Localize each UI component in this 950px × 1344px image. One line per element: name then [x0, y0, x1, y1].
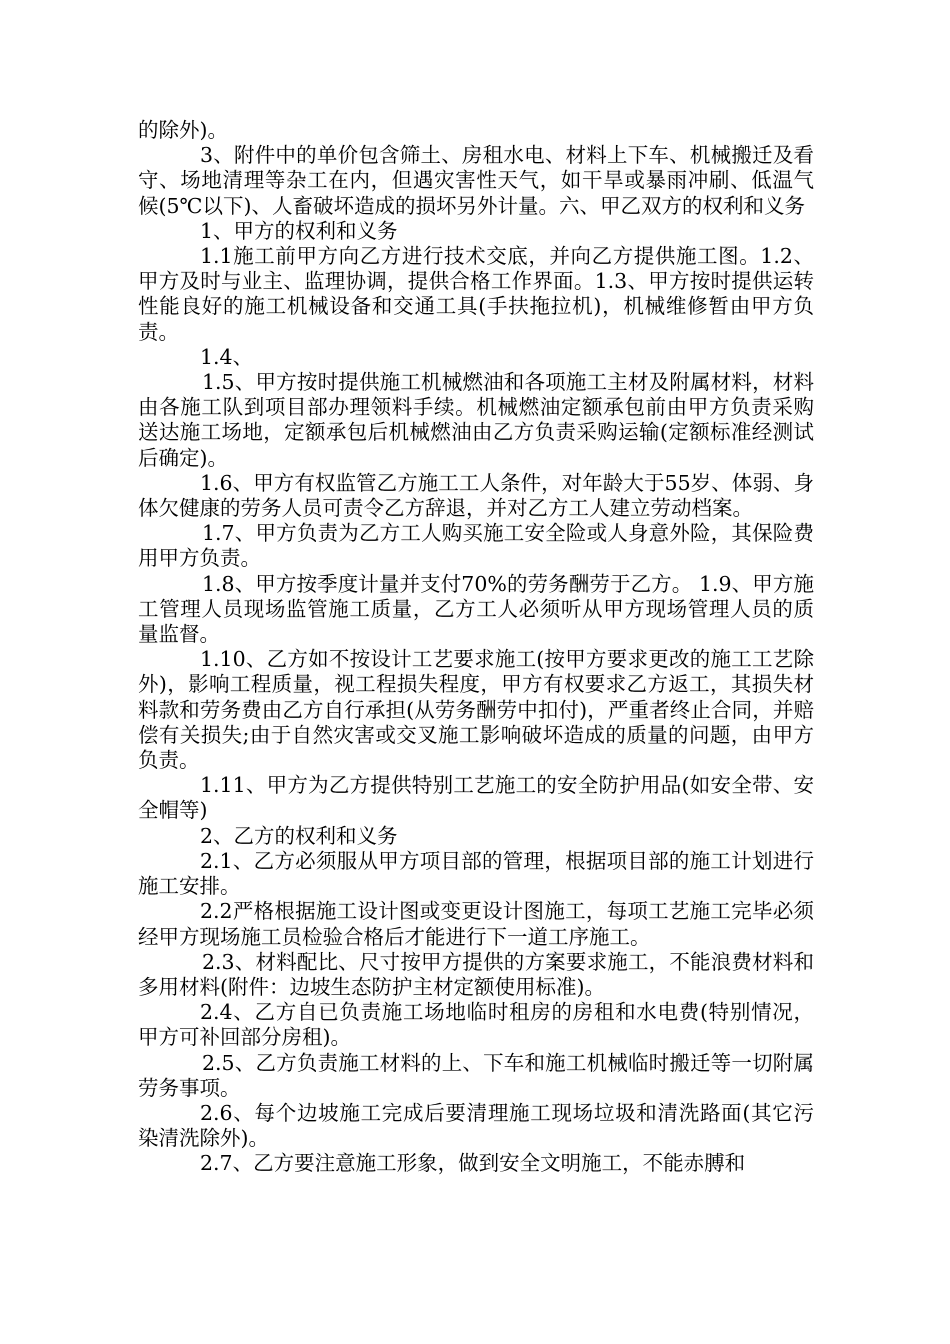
paragraph-1-1: 1.1施工前甲方向乙方进行技术交底，并向乙方提供施工图。1.2、甲方及时与业主、监理协调，提供合格工作界面。1.3、甲方按时提供运转性能良好的施工机械设备和交通工具(手扶拖拉机)，机械维修暂由甲方负责。	[138, 244, 814, 344]
paragraph-1-5: 1.5、甲方按时提供施工机械燃油和各项施工主材及附属材料，材料由各施工队到项目部办理领料手续。机械燃油定额承包前由甲方负责采购送达施工场地，定额承包后机械燃油由乙方负责采购运输(定额标准经测试后确定)。	[138, 370, 814, 470]
paragraph-2-1: 2.1、乙方必须服从甲方项目部的管理，根据项目部的施工计划进行施工安排。	[138, 848, 814, 899]
paragraph-2-4: 2.4、乙方自已负责施工场地临时租房的房租和水电费(特别情况，甲方可补回部分房租)。	[138, 1000, 814, 1050]
paragraph-2-5: 2.5、乙方负责施工材料的上、下车和施工机械临时搬迁等一切附属劳务事项。	[138, 1050, 814, 1100]
section-heading-party-b: 2、乙方的权利和义务	[200, 823, 398, 848]
paragraph-2-2: 2.2严格根据施工设计图或变更设计图施工，每项工艺施工完毕必须经甲方现场施工员检验合格后才能进行下一道工序施工。	[138, 899, 814, 949]
paragraph-1-10: 1.10、乙方如不按设计工艺要求施工(按甲方要求更改的施工工艺除外)，影响工程质量，视工程损失程度，甲方有权要求乙方返工，其损失材料款和劳务费由乙方自行承担(从劳务酬劳中扣付)，严重者终止合同，并赔偿有关损失;由于自然灾害或交叉施工影响破坏造成的质量的问题，由甲方负责。	[138, 647, 814, 773]
paragraph-continuation: 的除外)。	[138, 118, 228, 142]
paragraph-1-8: 1.8、甲方按季度计量并支付70%的劳务酬劳于乙方。 1.9、甲方施工管理人员现场监管施工质量，乙方工人必须听从甲方现场管理人员的质量监督。	[138, 571, 814, 647]
paragraph-1-7: 1.7、甲方负责为乙方工人购买施工安全险或人身意外险，其保险费用甲方负责。	[138, 521, 814, 571]
paragraph-2-3: 2.3、材料配比、尺寸按甲方提供的方案要求施工，不能浪费材料和多用材料(附件：边坡生态防护主材定额使用标准)。	[138, 949, 814, 999]
document-page	[138, 118, 814, 1177]
paragraph-2-6: 2.6、每个边坡施工完成后要清理施工现场垃圾和清洗路面(其它污染清洗除外)。	[138, 1100, 814, 1151]
paragraph-1-6: 1.6、甲方有权监管乙方施工工人条件，对年龄大于55岁、体弱、身体欠健康的劳务人员可责令乙方辞退，并对乙方工人建立劳动档案。	[138, 470, 814, 521]
section-heading-party-a: 1、甲方的权利和义务	[200, 218, 398, 243]
paragraph-1-4: 1.4、	[200, 344, 254, 369]
paragraph-2-7: 2.7、乙方要注意施工形象，做到安全文明施工，不能赤膊和	[200, 1151, 746, 1176]
paragraph-1-11: 1.11、甲方为乙方提供特别工艺施工的安全防护用品(如安全带、安全帽等)	[138, 773, 814, 823]
paragraph-item-3: 3、附件中的单价包含筛土、房租水电、材料上下车、机械搬迁及看守、场地清理等杂工在内，但遇灾害性天气，如干旱或暴雨冲刷、低温气候(5℃以下)、人畜破坏造成的损坏另外计量。六、甲乙双方的权利和义务	[138, 143, 814, 218]
